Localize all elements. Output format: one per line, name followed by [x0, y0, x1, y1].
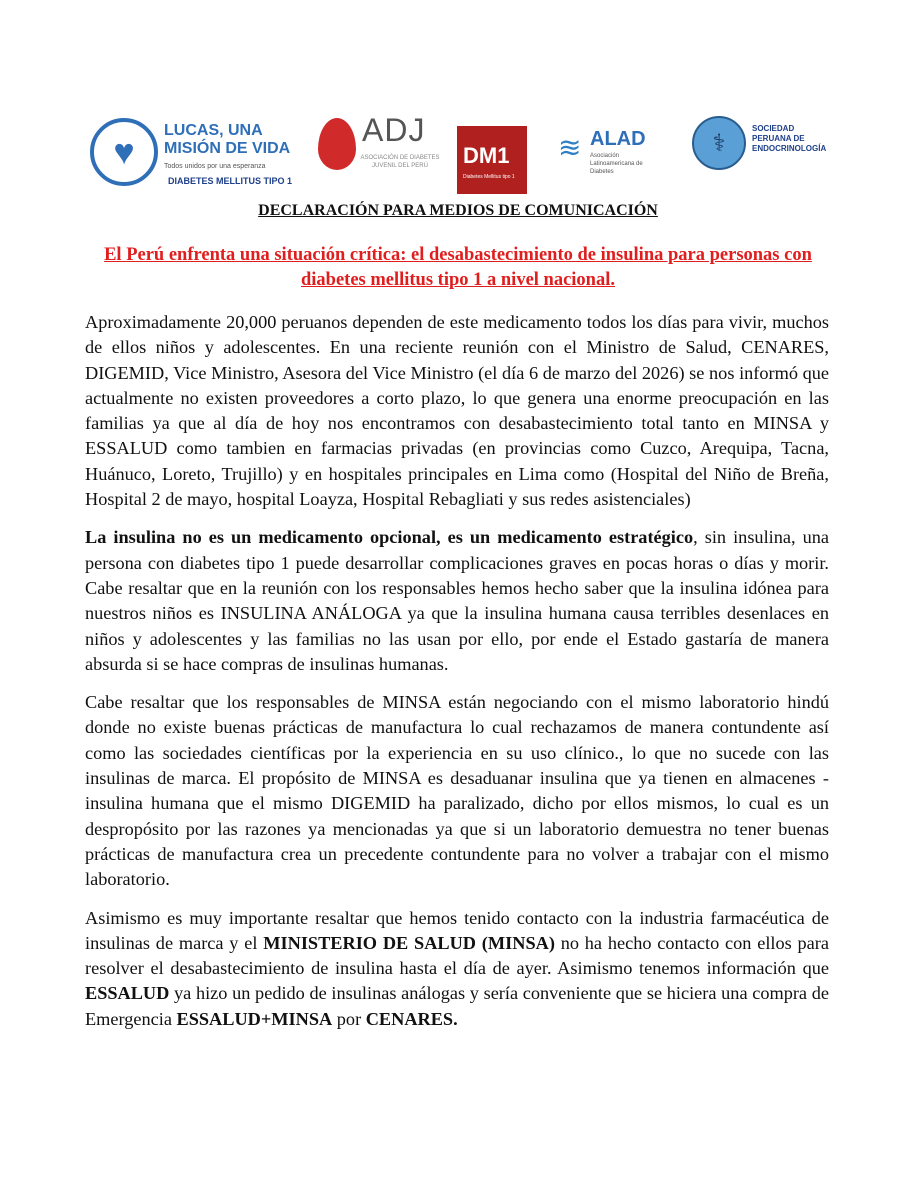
lucas-logo	[88, 116, 312, 200]
spe-logo-title: SOCIEDAD PERUANA DE ENDOCRINOLOGÍA	[752, 124, 827, 153]
adj-logo	[318, 108, 443, 188]
paragraph-2	[85, 525, 829, 677]
adj-logo-title: ADJ	[362, 112, 426, 148]
alad-logo	[558, 128, 668, 188]
paragraph-4-bold-minsa: MINISTERIO DE SALUD (MINSA)	[263, 932, 555, 953]
dm1-logo-subtitle: Diabetes Mellitus tipo 1	[463, 174, 515, 180]
blood-drop-icon	[318, 118, 356, 170]
paragraph-4-text-a: Asimismo es muy importante resaltar que hemos tenido contacto con la industria farmacéutica de insulinas de marca y el	[85, 907, 829, 953]
paragraph-4	[85, 906, 829, 1032]
spe-logo	[692, 116, 832, 186]
paragraph-1: Aproximadamente 20,000 peruanos dependen de este medicamento todos los días para vivir, muchos de ellos niños y adolescentes. En una reciente reunión con el Ministro de Salud, CENARES, DIGEMID, Vice Ministro, Asesora del Vice Ministro (el día 6 de marzo del 2026) se nos informó que actualmente no existen proveedores a corto plazo, lo que genera una enorme preocupación en las familias ya que al día de hoy nos encontramos con desabastecimiento total tanto en MINSA y ESSALUD como tambien en farmacias privadas (en provincias como Cuzco, Arequipa, Tacna, Huánuco, Loreto, Trujillo) y en hospitales principales en Lima como (Hospital del Niño de Breña, Hospital 2 de mayo, hospital Loayza, Hospital Rebagliati y sus redes asistenciales)	[85, 312, 829, 510]
alad-logo-title: ALAD	[590, 128, 646, 150]
document-subtitle: El Perú enfrenta una situación crítica: el desabastecimiento de insulina para personas con diabetes mellitus tipo 1 a nivel nacional.	[104, 245, 812, 290]
document-title: DECLARACIÓN PARA MEDIOS DE COMUNICACIÓN	[258, 202, 658, 219]
adj-logo-subtitle: ASOCIACIÓN DE DIABETES JUVENIL DEL PERÚ	[360, 155, 440, 169]
paragraph-2-bold: La insulina no es un medicamento opcional, es un medicamento estratégico	[85, 527, 694, 548]
dm1-logo-title: DM1	[463, 143, 510, 168]
paragraph-4-bold-essalud-minsa: ESSALUD+MINSA	[176, 1008, 333, 1029]
paragraph-4-bold-essalud: ESSALUD	[85, 983, 170, 1004]
document-body	[85, 310, 829, 1045]
heart-family-icon: ♥	[90, 118, 158, 186]
paragraph-4-text-e: ya hizo un pedido de insulinas análogas y sería conveniente que se hiciera una compra de Emergencia	[85, 983, 829, 1029]
paragraph-2-text: , sin insulina, una persona con diabetes tipo 1 puede desarrollar complicaciones graves en pocas horas o días y morir. Cabe resaltar que en la reunión con los responsables hemos hecho saber que la insulina idónea para nuestros niños es INSULINA ANÁLOGA ya que la insulina humana causa terribles desenlaces en niños y adolescentes y las familias no las usan por ello, por ende el Estado gastaría de manera absurda si se hace compras de insulinas humanas.	[85, 527, 829, 674]
dm1-logo	[457, 126, 527, 194]
lucas-logo-subtitle: DIABETES MELLITUS TIPO 1	[168, 176, 293, 186]
paragraph-4-text-g: por	[332, 1008, 366, 1029]
paragraph-3: Cabe resaltar que los responsables de MINSA están negociando con el mismo laboratorio hindú donde no existe buenas prácticas de manufactura lo cual rechazamos de manera contundente así como las sociedades científicas por la experiencia en su uso clínico., lo que no sucede con las insulinas de marca. El propósito de MINSA es desaduanar insulina que ya tienen en almacenes - insulina humana que el mismo DIGEMID ha paralizado, dicho por ellos mismos, lo cual es un despropósito por las razones ya mencionadas ya que si un laboratorio demuestra no tener buenas prácticas de manufactura crea un precedente contundente para no volver a trabajar con el mismo laboratorio.	[85, 692, 829, 890]
caduceus-seal-icon: ⚕	[692, 116, 746, 170]
paragraph-4-bold-cenares: CENARES.	[365, 1008, 458, 1029]
paragraph-4-text-c: no ha hecho contacto con ellos para resolver el desabastecimiento de insulina hasta el día de ayer. Asimismo tenemos información que	[85, 932, 829, 979]
logo-strip	[88, 108, 828, 198]
alad-logo-subtitle: Asociación Latinoamericana de Diabetes	[590, 153, 643, 175]
wave-icon: ≋	[558, 133, 582, 164]
lucas-logo-title: LUCAS, UNA MISIÓN DE VIDA	[164, 122, 291, 157]
lucas-logo-tagline: Todos unidos por una esperanza	[164, 163, 266, 170]
